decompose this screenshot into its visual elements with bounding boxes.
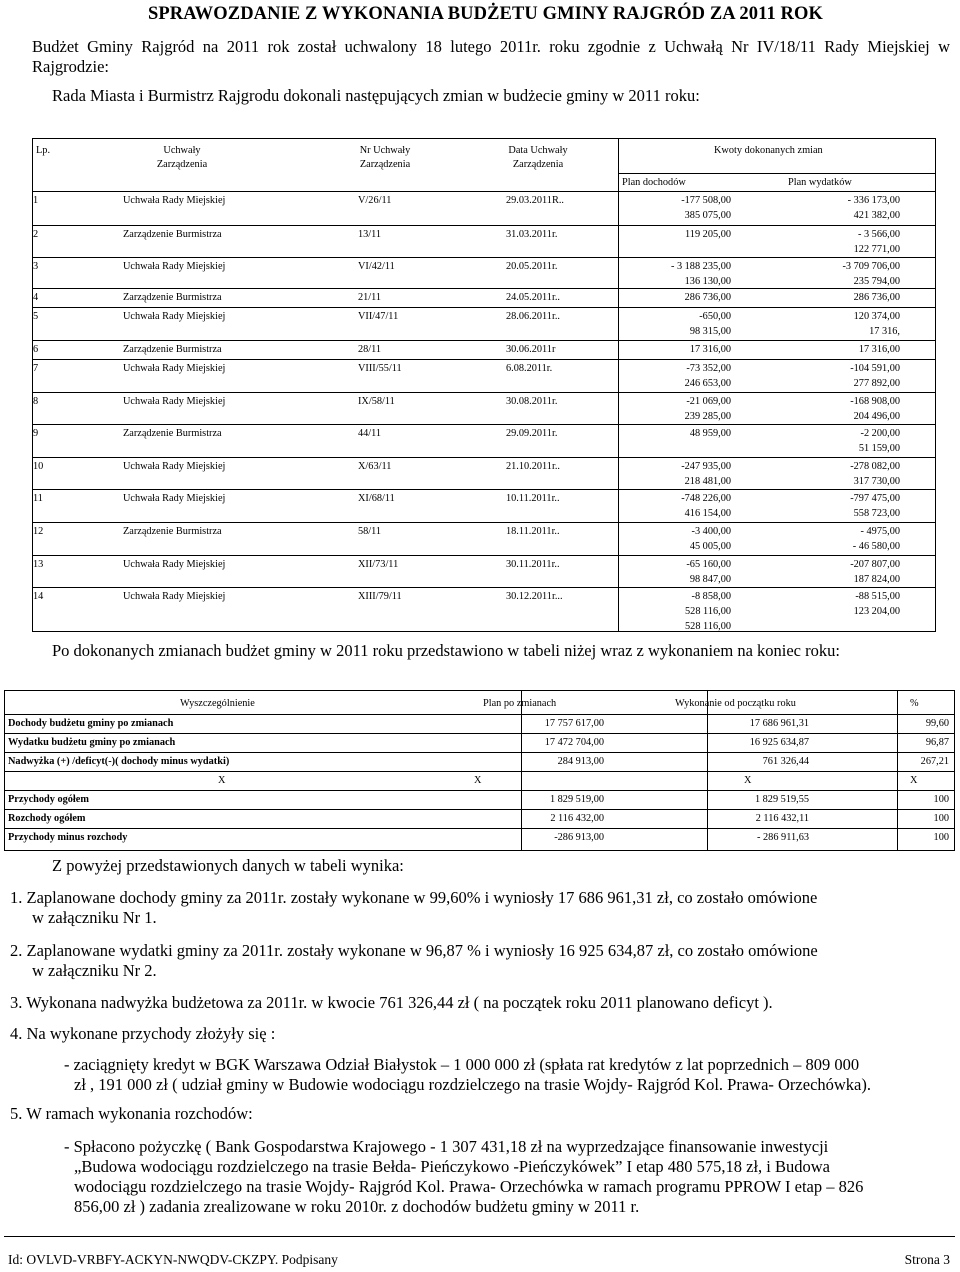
row-divider bbox=[32, 288, 936, 289]
row-expense: - 336 173,00 bbox=[847, 195, 900, 206]
row-lp: 8 bbox=[33, 396, 39, 407]
row-expense: - 3 566,00 bbox=[857, 229, 900, 240]
row-nr: VIII/55/11 bbox=[358, 363, 402, 374]
row-income-2: 136 130,00 bbox=[684, 276, 731, 287]
row-expense: -207 807,00 bbox=[850, 559, 900, 570]
summary-row-label: Przychody ogółem bbox=[8, 794, 89, 805]
row-income: -21 069,00 bbox=[686, 396, 731, 407]
row-income: 17 316,00 bbox=[689, 344, 731, 355]
row-income-2: 218 481,00 bbox=[684, 476, 731, 487]
summary-header-exec: Wykonanie od początku roku bbox=[675, 698, 796, 709]
row-divider bbox=[32, 555, 936, 556]
row-income: -65 160,00 bbox=[686, 559, 731, 570]
row-expense: -168 908,00 bbox=[850, 396, 900, 407]
summary-row-plan: 17 472 704,00 bbox=[544, 737, 604, 748]
summary-row-label: Rozchody ogółem bbox=[8, 813, 86, 824]
row-lp: 10 bbox=[33, 461, 44, 472]
row-date: 30.11.2011r.. bbox=[506, 559, 560, 570]
header-uchwaly bbox=[152, 144, 212, 172]
row-nr: XII/73/11 bbox=[358, 559, 399, 570]
row-expense-2: 51 159,00 bbox=[858, 443, 900, 454]
row-divider bbox=[32, 225, 936, 226]
item-4: 4. Na wykonane przychody złożyły się : bbox=[10, 1024, 276, 1043]
row-income-2: 98 847,00 bbox=[689, 574, 731, 585]
row-date: 31.03.2011r. bbox=[506, 229, 558, 240]
summary-row-pct: 100 bbox=[933, 813, 949, 824]
summary-row-plan: 284 913,00 bbox=[557, 756, 604, 767]
item-1-line2: w załączniku Nr 1. bbox=[32, 908, 157, 927]
row-income-2: 416 154,00 bbox=[684, 508, 731, 519]
row-nr: XIII/79/11 bbox=[358, 591, 402, 602]
summary-row-divider bbox=[4, 790, 955, 791]
summary-row-exec: 17 686 961,31 bbox=[749, 718, 809, 729]
row-name: Zarządzenie Burmistrza bbox=[123, 428, 222, 439]
summary-row-exec: X bbox=[744, 775, 752, 786]
row-nr: IX/58/11 bbox=[358, 396, 395, 407]
row-name: Uchwała Rady Miejskiej bbox=[123, 461, 226, 472]
row-lp: 7 bbox=[33, 363, 39, 374]
summary-row-pct: X bbox=[910, 775, 918, 786]
row-income: -3 400,00 bbox=[691, 526, 731, 537]
row-nr: 58/11 bbox=[358, 526, 382, 537]
document-title: SPRAWOZDANIE Z WYKONANIA BUDŻETU GMINY RAJGRÓD ZA 2011 ROK bbox=[148, 4, 823, 24]
row-divider bbox=[32, 340, 936, 341]
item-5-detail-line2: „Budowa wodociągu rozdzielczego na trasie Bełda- Pieńczykowo -Pieńczykówek” I etap 480 575,18 zł, i Budowa bbox=[74, 1157, 831, 1176]
row-lp: 12 bbox=[33, 526, 44, 537]
row-name: Uchwała Rady Miejskiej bbox=[123, 591, 226, 602]
row-nr: 28/11 bbox=[358, 344, 382, 355]
row-nr: 44/11 bbox=[358, 428, 382, 439]
item-1-line1: 1. Zaplanowane dochody gminy za 2011r. zostały wykonane w 99,60% i wyniosły 17 686 961,31 zł, co zostało omówione bbox=[10, 888, 818, 907]
item-4-detail-line1: - zaciągnięty kredyt w BGK Warszawa Odział Białystok – 1 000 000 zł (spłata rat kredytów z lat poprzednich – 809 000 bbox=[64, 1055, 860, 1074]
row-income: -73 352,00 bbox=[686, 363, 731, 374]
row-name: Zarządzenie Burmistrza bbox=[123, 229, 222, 240]
row-income-2: 45 005,00 bbox=[689, 541, 731, 552]
row-expense-2: 558 723,00 bbox=[853, 508, 900, 519]
row-expense-2: 187 824,00 bbox=[853, 574, 900, 585]
row-expense-2: 235 794,00 bbox=[853, 276, 900, 287]
row-name: Zarządzenie Burmistrza bbox=[123, 526, 222, 537]
row-divider bbox=[32, 489, 936, 490]
row-lp: 1 bbox=[33, 195, 39, 206]
row-nr: 13/11 bbox=[358, 229, 382, 240]
row-lp: 4 bbox=[33, 292, 39, 303]
header-kwoty: Kwoty dokonanych zmian bbox=[714, 145, 823, 156]
summary-row-label: Przychody minus rozchody bbox=[8, 832, 128, 843]
summary-row-pct: 100 bbox=[933, 832, 949, 843]
row-lp: 5 bbox=[33, 311, 39, 322]
row-income-2: 528 116,00 bbox=[685, 606, 731, 617]
row-expense-2: 204 496,00 bbox=[853, 411, 900, 422]
row-date: 30.12.2011r... bbox=[506, 591, 563, 602]
summary-row-divider bbox=[4, 714, 955, 715]
header-nr-line1: Nr Uchwały bbox=[359, 145, 411, 156]
row-income: - 3 188 235,00 bbox=[670, 261, 731, 272]
row-divider bbox=[32, 359, 936, 360]
row-lp: 13 bbox=[33, 559, 44, 570]
row-income: -177 508,00 bbox=[681, 195, 731, 206]
summary-header-label: Wyszczególnienie bbox=[180, 698, 255, 709]
header-plan-wydatkow: Plan wydatków bbox=[788, 177, 852, 188]
row-date: 20.05.2011r. bbox=[506, 261, 558, 272]
row-divider bbox=[32, 457, 936, 458]
row-name: Uchwała Rady Miejskiej bbox=[123, 311, 226, 322]
item-3: 3. Wykonana nadwyżka budżetowa za 2011r. w kwocie 761 326,44 zł ( na początek roku 2011 planowano deficyt ). bbox=[10, 993, 773, 1012]
row-divider bbox=[32, 307, 936, 308]
row-name: Uchwała Rady Miejskiej bbox=[123, 363, 226, 374]
row-expense-2: 421 382,00 bbox=[853, 210, 900, 221]
conclusion-header: Z powyżej przedstawionych danych w tabeli wynika: bbox=[52, 856, 404, 875]
row-date: 29.03.2011R.. bbox=[506, 195, 564, 206]
header-uchwaly-line2: Zarządzenia bbox=[156, 159, 208, 170]
footer-page-number: Strona 3 bbox=[904, 1252, 950, 1267]
item-5-detail-line4: 856,00 zł ) zadania zrealizowane w roku 2010r. z dochodów budżetu gminy w 2011 r. bbox=[74, 1197, 640, 1216]
item-5-detail-line3: wodociągu rozdzielczego na trasie Wojdy- Rajgród Kol. Prawa- Orzechówka w ramach programu PPROW I etap – 826 bbox=[74, 1177, 864, 1196]
summary-row-exec: 761 326,44 bbox=[762, 756, 809, 767]
row-divider bbox=[32, 392, 936, 393]
row-nr: 21/11 bbox=[358, 292, 382, 303]
item-5: 5. W ramach wykonania rozchodów: bbox=[10, 1104, 253, 1123]
row-income: 48 959,00 bbox=[689, 428, 731, 439]
row-income-2: 98 315,00 bbox=[689, 326, 731, 337]
summary-row-label: Dochody budżetu gminy po zmianach bbox=[8, 718, 174, 729]
row-date: 18.11.2011r.. bbox=[506, 526, 560, 537]
row-income-2: 246 653,00 bbox=[684, 378, 731, 389]
row-date: 21.10.2011r.. bbox=[506, 461, 560, 472]
row-lp: 14 bbox=[33, 591, 44, 602]
row-name: Zarządzenie Burmistrza bbox=[123, 292, 222, 303]
row-expense: 120 374,00 bbox=[853, 311, 900, 322]
row-date: 30.06.2011r bbox=[506, 344, 556, 355]
summary-row-plan: 1 829 519,00 bbox=[549, 794, 604, 805]
item-5-detail-line1: - Spłacono pożyczkę ( Bank Gospodarstwa Krajowego - 1 307 431,18 zł na wyprzedzające finansowanie inwestycji bbox=[64, 1137, 829, 1156]
row-expense: -88 515,00 bbox=[855, 591, 900, 602]
header-data-line1: Data Uchwały bbox=[508, 145, 568, 156]
footer-document-id: Id: OVLVD-VRBFY-ACKYN-NWQDV-CKZPY. Podpisany bbox=[8, 1252, 338, 1267]
row-expense: -278 082,00 bbox=[850, 461, 900, 472]
row-name: Uchwała Rady Miejskiej bbox=[123, 559, 226, 570]
summary-row-divider bbox=[4, 752, 955, 753]
summary-row-exec: 16 925 634,87 bbox=[749, 737, 809, 748]
row-income-3: 528 116,00 bbox=[685, 621, 731, 632]
summary-row-pct: 267,21 bbox=[920, 756, 949, 767]
summary-row-label: Wydatku budżetu gminy po zmianach bbox=[8, 737, 176, 748]
item-4-detail bbox=[64, 1055, 952, 1095]
header-nr bbox=[350, 144, 420, 172]
row-income: -748 226,00 bbox=[681, 493, 731, 504]
intro-changes-text: Rada Miasta i Burmistrz Rajgrodu dokonali następujących zmian w budżecie gminy w 2011 roku: bbox=[52, 86, 700, 105]
row-lp: 9 bbox=[33, 428, 39, 439]
row-divider bbox=[32, 257, 936, 258]
row-expense: - 4975,00 bbox=[860, 526, 900, 537]
header-plan-dochodow: Plan dochodów bbox=[622, 177, 686, 188]
item-4-detail-line2: zł , 191 000 zł ( udział gminy w Budowie wodociągu rozdzielczego na trasie Wojdy- Rajgród Kol. Prawa- Orzechówka). bbox=[74, 1075, 872, 1094]
row-name: Uchwała Rady Miejskiej bbox=[123, 261, 226, 272]
row-income: 119 205,00 bbox=[685, 229, 731, 240]
summary-header-plan: Plan po zmianach bbox=[483, 698, 557, 709]
row-income: -8 858,00 bbox=[691, 591, 731, 602]
row-expense-2: 17 316, bbox=[869, 326, 900, 337]
summary-row-pct: 99,60 bbox=[925, 718, 949, 729]
item-2 bbox=[10, 941, 952, 981]
row-income-2: 385 075,00 bbox=[684, 210, 731, 221]
header-data-line2: Zarządzenia bbox=[512, 159, 564, 170]
header-data bbox=[498, 144, 578, 172]
row-nr: VI/42/11 bbox=[358, 261, 395, 272]
row-name: Uchwała Rady Miejskiej bbox=[123, 396, 226, 407]
row-date: 24.05.2011r.. bbox=[506, 292, 560, 303]
item-5-detail bbox=[64, 1137, 952, 1217]
row-expense-2: - 46 580,00 bbox=[852, 541, 900, 552]
summary-row-pct: 96,87 bbox=[925, 737, 949, 748]
row-lp: 6 bbox=[33, 344, 39, 355]
changes-table bbox=[32, 138, 936, 632]
header-uchwaly-line1: Uchwały bbox=[163, 145, 201, 156]
summary-row-divider bbox=[4, 771, 955, 772]
row-income: -247 935,00 bbox=[681, 461, 731, 472]
row-name: Uchwała Rady Miejskiej bbox=[123, 493, 226, 504]
header-nr-line2: Zarządzenia bbox=[359, 159, 411, 170]
row-expense: -2 200,00 bbox=[860, 428, 900, 439]
row-date: 6.08.2011r. bbox=[506, 363, 553, 374]
summary-row-plan: 2 116 432,00 bbox=[550, 813, 604, 824]
row-expense: -104 591,00 bbox=[850, 363, 900, 374]
summary-row-exec: 1 829 519,55 bbox=[754, 794, 809, 805]
item-1 bbox=[10, 888, 952, 928]
row-divider bbox=[32, 587, 936, 588]
row-lp: 2 bbox=[33, 229, 39, 240]
row-nr: XI/68/11 bbox=[358, 493, 395, 504]
summary-row-label: X bbox=[218, 775, 226, 786]
row-divider bbox=[32, 191, 936, 192]
row-name: Uchwała Rady Miejskiej bbox=[123, 195, 226, 206]
row-date: 29.09.2011r. bbox=[506, 428, 558, 439]
row-expense-2: 123 204,00 bbox=[853, 606, 900, 617]
item-2-line2: w załączniku Nr 2. bbox=[32, 961, 157, 980]
row-expense: 286 736,00 bbox=[853, 292, 900, 303]
summary-header-pct: % bbox=[910, 698, 919, 709]
row-nr: X/63/11 bbox=[358, 461, 392, 472]
row-expense: 17 316,00 bbox=[858, 344, 900, 355]
intro-text: Budżet Gminy Rajgród na 2011 rok został uchwalony 18 lutego 2011r. roku zgodnie z Uchwałą Nr IV/18/11 Rady Miejskiej w Rajgrodzie: bbox=[32, 37, 950, 76]
item-2-line1: 2. Zaplanowane wydatki gminy za 2011r. zostały wykonane w 96,87 % i wyniosły 16 925 634,87 zł, co zostało omówione bbox=[10, 941, 818, 960]
row-nr: V/26/11 bbox=[358, 195, 392, 206]
row-expense: -3 709 706,00 bbox=[842, 261, 900, 272]
row-date: 10.11.2011r.. bbox=[506, 493, 560, 504]
summary-row-exec: 2 116 432,11 bbox=[755, 813, 809, 824]
summary-row-divider bbox=[4, 809, 955, 810]
row-expense-2: 277 892,00 bbox=[853, 378, 900, 389]
summary-table bbox=[4, 690, 955, 851]
summary-row-plan: X bbox=[474, 775, 482, 786]
row-nr: VII/47/11 bbox=[358, 311, 399, 322]
row-income-2: 239 285,00 bbox=[684, 411, 731, 422]
row-date: 28.06.2011r.. bbox=[506, 311, 560, 322]
row-date: 30.08.2011r. bbox=[506, 396, 558, 407]
row-income: 286 736,00 bbox=[684, 292, 731, 303]
row-expense: -797 475,00 bbox=[850, 493, 900, 504]
row-expense-2: 122 771,00 bbox=[853, 244, 900, 255]
row-income: -650,00 bbox=[699, 311, 731, 322]
row-expense-2: 317 730,00 bbox=[853, 476, 900, 487]
summary-row-exec: - 286 911,63 bbox=[757, 832, 809, 843]
summary-row-plan: 17 757 617,00 bbox=[544, 718, 604, 729]
row-lp: 11 bbox=[33, 493, 43, 504]
row-name: Zarządzenie Burmistrza bbox=[123, 344, 222, 355]
summary-row-divider bbox=[4, 828, 955, 829]
row-divider bbox=[32, 424, 936, 425]
header-lp: Lp. bbox=[36, 145, 51, 156]
summary-row-divider bbox=[4, 733, 955, 734]
summary-row-pct: 100 bbox=[933, 794, 949, 805]
summary-row-label: Nadwyżka (+) /deficyt(-)( dochody minus wydatki) bbox=[8, 756, 230, 767]
summary-intro: Po dokonanych zmianach budżet gminy w 2011 roku przedstawiono w tabeli niżej wraz z wykonaniem na koniec roku: bbox=[52, 641, 840, 660]
footer-divider bbox=[4, 1236, 955, 1237]
summary-row-plan: -286 913,00 bbox=[554, 832, 604, 843]
row-lp: 3 bbox=[33, 261, 39, 272]
row-divider bbox=[32, 522, 936, 523]
